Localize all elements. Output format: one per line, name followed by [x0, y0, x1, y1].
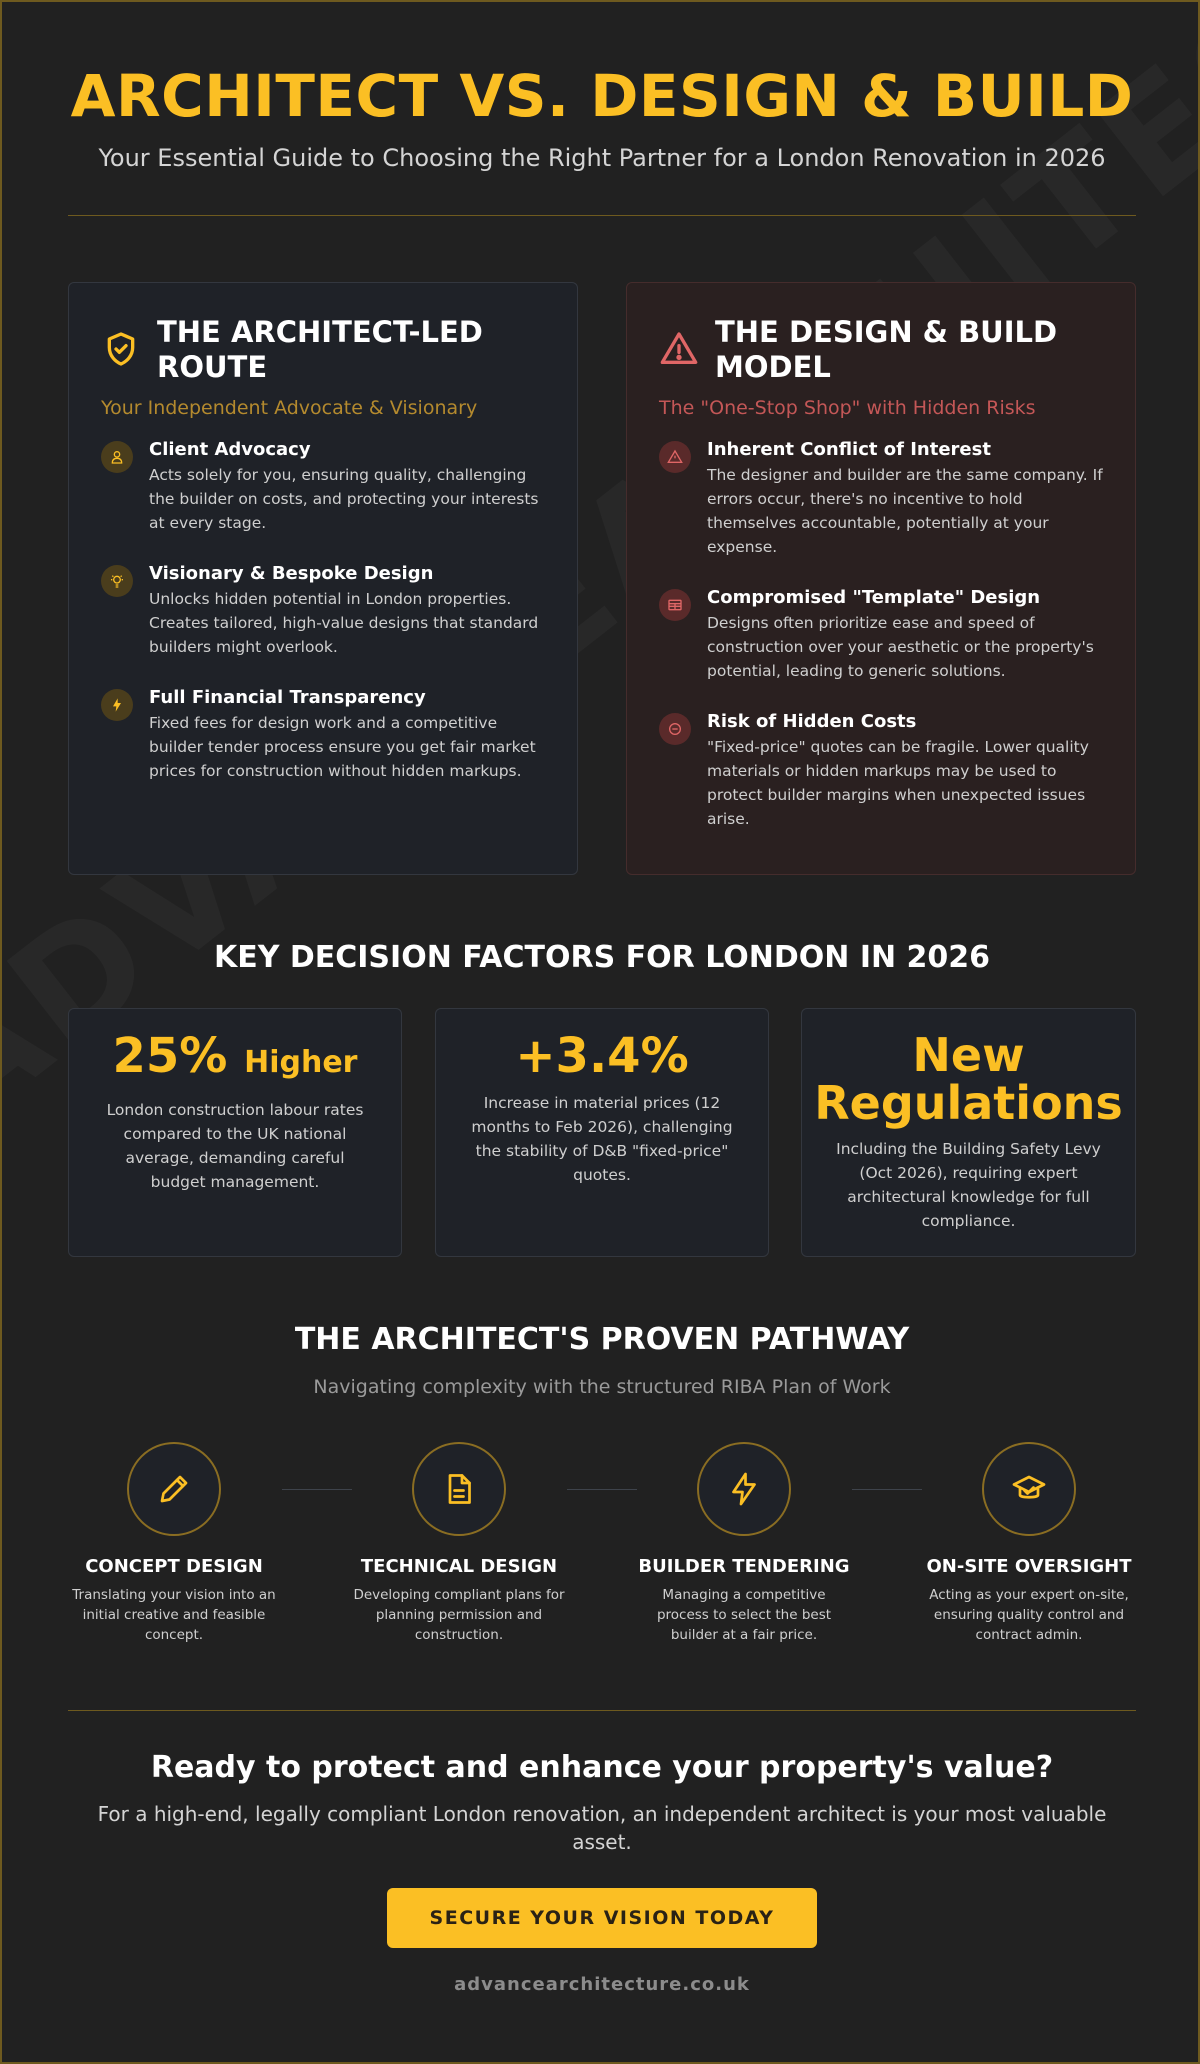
list-item: [659, 439, 1103, 559]
point-title: Full Financial Transparency: [149, 687, 426, 708]
pathway-step-tendering: [628, 1442, 860, 1645]
step-title: CONCEPT DESIGN: [85, 1556, 263, 1577]
page-subtitle: Your Essential Guide to Choosing the Right Partner for a London Renovation in 2026: [98, 144, 1106, 172]
list-item: [659, 587, 1103, 683]
architect-route-tagline: Your Independent Advocate & Visionary: [101, 397, 478, 419]
pathway-subtitle: Navigating complexity with the structured RIBA Plan of Work: [313, 1376, 891, 1398]
architect-route-card: [68, 282, 578, 875]
step-title: BUILDER TENDERING: [638, 1556, 850, 1577]
pathway-step-concept: [58, 1442, 290, 1645]
shield-check-icon: [101, 329, 141, 369]
divider: [68, 215, 1136, 216]
step-description: Developing compliant plans for planning permission and construction.: [353, 1587, 565, 1643]
point-title: Compromised "Template" Design: [707, 587, 1041, 608]
factor-card: [435, 1008, 769, 1257]
step-connector: [282, 1489, 352, 1490]
list-item: [659, 711, 1103, 831]
minus-circle-icon: [659, 713, 691, 745]
step-title: ON-SITE OVERSIGHT: [926, 1556, 1132, 1577]
point-body: Fixed fees for design work and a competitive builder tender process ensure you get fair market prices for construction without hidden markups.: [149, 714, 536, 780]
alert-icon: [659, 441, 691, 473]
factor-figure: 25% Higher: [112, 1028, 358, 1084]
factor-figure: New Regulations: [814, 1028, 1123, 1130]
list-item: [101, 563, 545, 659]
pathway-step-technical: [343, 1442, 575, 1645]
bolt-icon: [101, 689, 133, 721]
factor-figure: +3.4%: [515, 1028, 689, 1084]
divider: [68, 1710, 1136, 1711]
point-body: Unlocks hidden potential in London properties. Creates tailored, high-value designs that standard builders might overlook.: [149, 590, 539, 656]
pathway-step-oversight: [913, 1442, 1145, 1645]
step-title: TECHNICAL DESIGN: [360, 1556, 558, 1577]
factor-description: Including the Building Safety Levy (Oct 2026), requiring expert architectural knowledge for full compliance.: [836, 1140, 1101, 1230]
cta-title: Ready to protect and enhance your property's value?: [150, 1750, 1054, 1785]
architect-route-title: THE ARCHITECT-LED ROUTE: [157, 315, 483, 384]
factor-description: London construction labour rates compared to the UK national average, demanding careful budget management.: [106, 1101, 364, 1191]
point-body: Acts solely for you, ensuring quality, challenging the builder on costs, and protecting your interests at every stage.: [149, 466, 539, 532]
graduation-cap-icon: [982, 1442, 1076, 1536]
point-body: Designs often prioritize ease and speed of construction over your aesthetic or the property's potential, leading to generic solutions.: [707, 614, 1094, 680]
page-title: ARCHITECT VS. DESIGN & BUILD: [70, 62, 1134, 130]
point-title: Inherent Conflict of Interest: [707, 439, 991, 460]
pathway-title: THE ARCHITECT'S PROVEN PATHWAY: [294, 1322, 910, 1357]
step-connector: [567, 1489, 637, 1490]
design-build-tagline: The "One-Stop Shop" with Hidden Risks: [659, 397, 1036, 419]
step-connector: [852, 1489, 922, 1490]
step-description: Acting as your expert on-site, ensuring quality control and contract admin.: [929, 1587, 1129, 1643]
template-icon: [659, 589, 691, 621]
secure-vision-button[interactable]: SECURE YOUR VISION TODAY: [387, 1888, 817, 1948]
factor-card: [68, 1008, 402, 1257]
user-icon: [101, 441, 133, 473]
factor-card: [801, 1008, 1136, 1257]
lightbulb-icon: [101, 565, 133, 597]
warning-triangle-icon: [659, 329, 699, 369]
point-body: "Fixed-price" quotes can be fragile. Lower quality materials or hidden markups may be used to protect builder margins when unexpected issues arise.: [707, 738, 1089, 828]
step-description: Translating your vision into an initial creative and feasible concept.: [72, 1587, 276, 1643]
website-link[interactable]: advancearchitecture.co.uk: [454, 1974, 750, 1995]
list-item: [101, 687, 545, 783]
document-icon: [412, 1442, 506, 1536]
design-build-card: [626, 282, 1136, 875]
lightning-icon: [697, 1442, 791, 1536]
point-title: Risk of Hidden Costs: [707, 711, 917, 732]
point-body: The designer and builder are the same company. If errors occur, there's no incentive to hold themselves accountable, potentially at your expense.: [707, 466, 1103, 556]
pencil-icon: [127, 1442, 221, 1536]
factor-description: Increase in material prices (12 months to Feb 2026), challenging the stability of D&B "fixed-price" quotes.: [471, 1094, 733, 1184]
design-build-title: THE DESIGN & BUILD MODEL: [715, 315, 1058, 384]
list-item: [101, 439, 545, 535]
factors-title: KEY DECISION FACTORS FOR LONDON IN 2026: [213, 940, 991, 975]
point-title: Visionary & Bespoke Design: [149, 563, 434, 584]
point-title: Client Advocacy: [149, 439, 311, 460]
step-description: Managing a competitive process to select the best builder at a fair price.: [656, 1587, 832, 1643]
cta-body: For a high-end, legally compliant London renovation, an independent architect is your most valuable asset.: [97, 1802, 1107, 1854]
